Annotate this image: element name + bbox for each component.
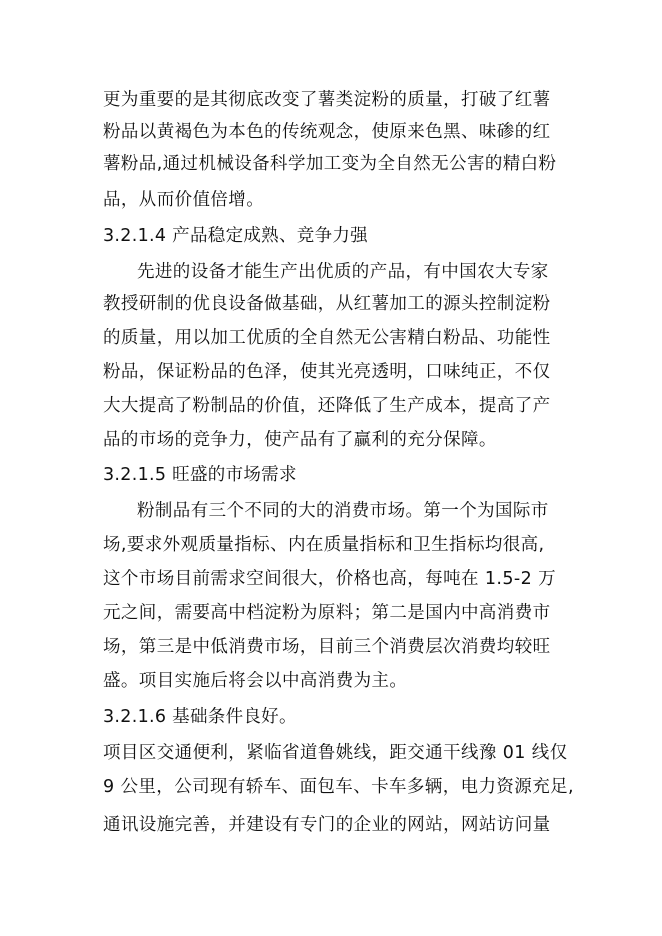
paragraph-line: 品，从而价值倍增。: [103, 190, 265, 210]
paragraph-line: 元之间，需要高中档淀粉为原料；第二是国内中高消费市: [103, 603, 551, 623]
paragraph-line: 薯粉品,通过机械设备科学加工变为全自然无公害的精白粉: [103, 154, 557, 174]
paragraph-line: 粉制品有三个不同的大的消费市场。第一个为国际市: [137, 501, 549, 521]
paragraph-line: 的质量，用以加工优质的全自然无公害精白粉品、功能性: [103, 328, 551, 348]
paragraph-line: 场，第三是中低消费市场，目前三个消费层次消费均较旺: [103, 637, 551, 657]
paragraph-line: 教授研制的优良设备做基础，从红薯加工的源头控制淀粉: [103, 294, 551, 314]
paragraph-line: 通讯设施完善，并建设有专门的企业的网站，网站访问量: [103, 815, 551, 835]
paragraph-line: 项目区交通便利，紧临省道鲁姚线，距交通干线豫 01 线仅: [103, 743, 568, 763]
paragraph-line: 盛。项目实施后将会以中高消费为主。: [103, 671, 408, 691]
paragraph-line: 场,要求外观质量指标、内在质量指标和卫生指标均很高,: [103, 535, 545, 555]
paragraph-line: 品的市场的竞争力，使产品有了赢利的充分保障。: [103, 430, 497, 450]
paragraph-line: 大大提高了粉制品的价值，还降低了生产成本，提高了产: [103, 396, 551, 416]
paragraph-line: 这个市场目前需求空间很大，价格也高，每吨在 1.5-2 万: [103, 569, 557, 589]
section-heading-3-2-1-5: 3.2.1.5 旺盛的市场需求: [103, 465, 297, 485]
paragraph-line: 更为重要的是其彻底改变了薯类淀粉的质量，打破了红薯: [103, 90, 551, 110]
paragraph-line: 先进的设备才能生产出优质的产品，有中国农大专家: [137, 262, 549, 282]
paragraph-line: 粉品，保证粉品的色泽，使其光亮透明，口味纯正，不仅: [103, 362, 551, 382]
paragraph-line: 粉品以黄褐色为本色的传统观念，使原来色黑、味碜的红: [103, 122, 551, 142]
paragraph-line: 9 公里，公司现有轿车、面包车、卡车多辆，电力资源充足,: [103, 777, 574, 797]
section-heading-3-2-1-4: 3.2.1.4 产品稳定成熟、竞争力强: [103, 226, 368, 246]
section-heading-3-2-1-6: 3.2.1.6 基础条件良好。: [103, 707, 297, 727]
